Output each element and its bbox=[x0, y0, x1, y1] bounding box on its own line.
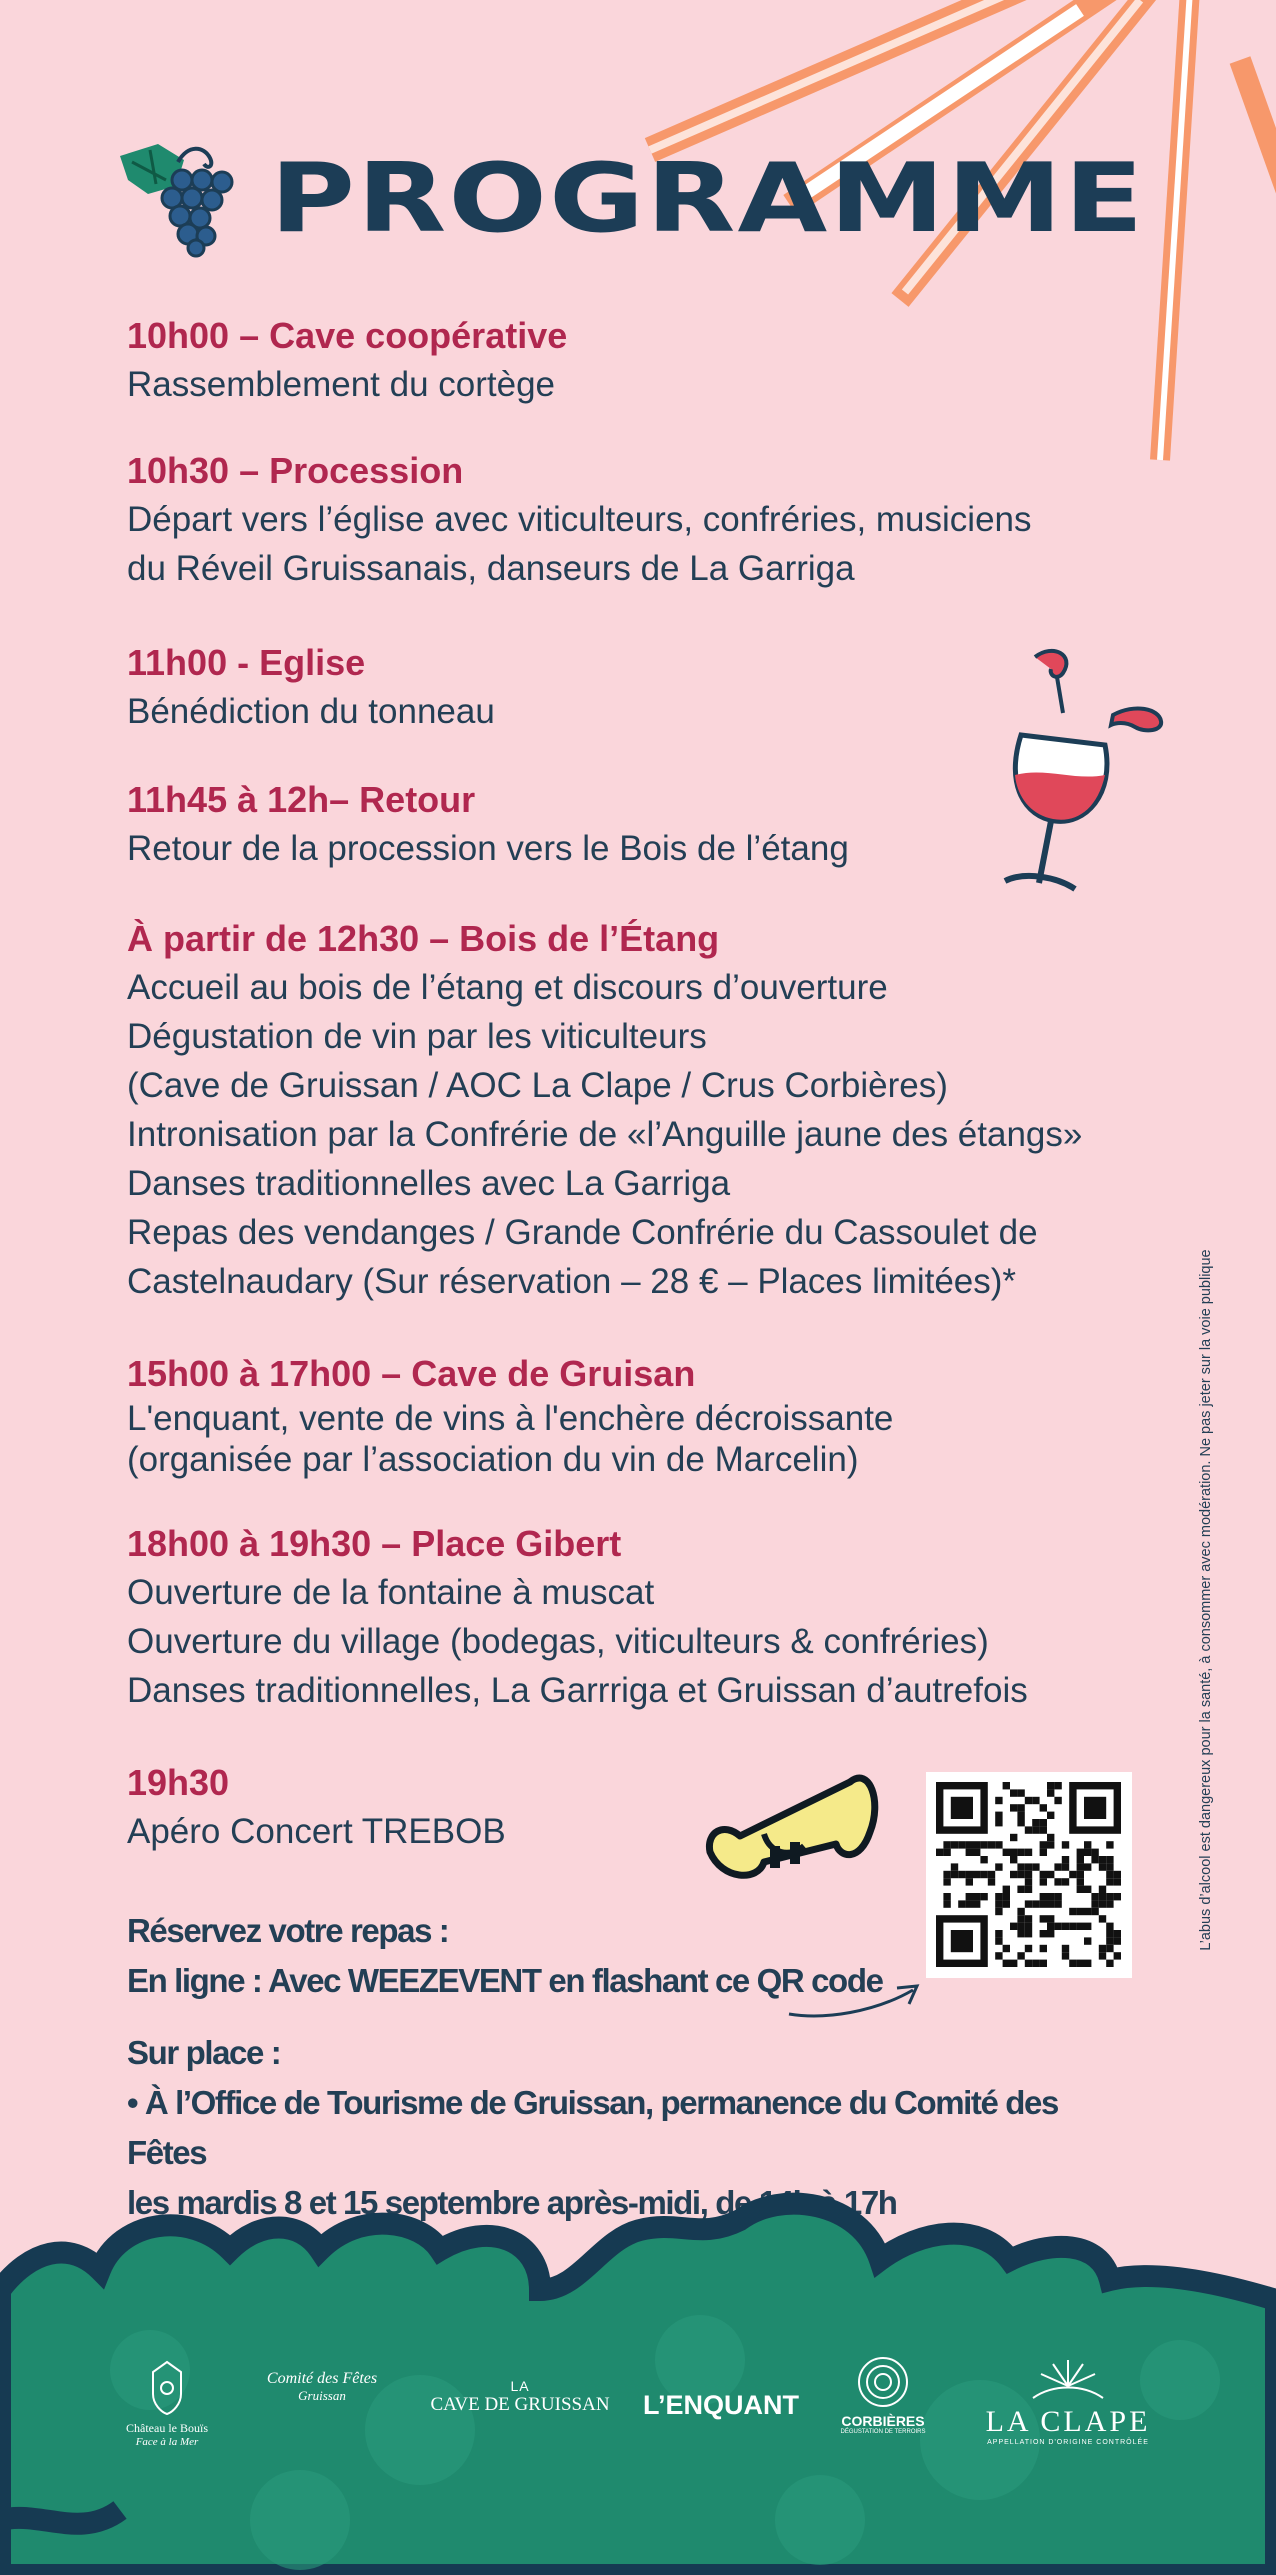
event-line: Intronisation par la Confrérie de «l’Anguille jaune des étangs» bbox=[127, 1115, 1083, 1154]
event-line: Accueil au bois de l’étang et discours d’ouverture bbox=[127, 968, 888, 1007]
event-line: Départ vers l’église avec viticulteurs, confréries, musiciens bbox=[127, 500, 1032, 539]
event-line: (organisée par l’association du vin de Marcelin) bbox=[127, 1440, 859, 1479]
event-line: Ouverture de la fontaine à muscat bbox=[127, 1573, 655, 1612]
arrow-icon bbox=[785, 1978, 925, 2024]
grapes-icon bbox=[118, 140, 246, 258]
sponsor-name: L’ENQUANT bbox=[642, 2390, 799, 2420]
event-time: 15h00 à 17h00 – Cave de Gruisan bbox=[127, 1353, 696, 1394]
sponsor-name: LA CLAPE bbox=[985, 2405, 1151, 2438]
event-line: Danses traditionnelles, La Garrriga et Gruissan d’autrefois bbox=[127, 1671, 1028, 1710]
event-line: Bénédiction du tonneau bbox=[127, 692, 495, 731]
event-time: 10h00 – Cave coopérative bbox=[127, 315, 568, 356]
sponsor-sub: Gruissan bbox=[298, 2388, 346, 2403]
sponsor-logo bbox=[252, 2370, 392, 2404]
event-time: À partir de 12h30 – Bois de l’Étang bbox=[127, 918, 720, 959]
sponsor-sub: Face à la Mer bbox=[135, 2436, 199, 2448]
sponsor-logo bbox=[112, 2360, 222, 2448]
page-title: PROGRAMME bbox=[270, 143, 1146, 254]
event-item bbox=[127, 1350, 1207, 1480]
corbieres-emblem-icon bbox=[851, 2352, 915, 2408]
sponsor-name: Château le Bouïs bbox=[126, 2421, 208, 2435]
sponsor-name: LA bbox=[510, 2378, 530, 2394]
trumpet-icon bbox=[700, 1762, 880, 1892]
qr-code-graphic bbox=[926, 1772, 1132, 1978]
event-line: Apéro Concert TREBOB bbox=[127, 1812, 506, 1851]
event-time: 19h30 bbox=[127, 1762, 230, 1803]
event-line: Rassemblement du cortège bbox=[127, 365, 555, 404]
disclaimer-text: L’abus d’alcool est dangereux pour la santé, à consommer avec modération. Ne pas jeter sur la voie publique bbox=[1198, 1249, 1214, 1951]
event-line: Dégustation de vin par les viticulteurs bbox=[127, 1017, 707, 1056]
wine-glass-icon bbox=[965, 645, 1175, 915]
event-time: 11h00 - Eglise bbox=[127, 642, 366, 683]
sponsor-name: Comité des Fêtes bbox=[266, 2370, 378, 2387]
event-time: 18h00 à 19h30 – Place Gibert bbox=[127, 1523, 622, 1564]
event-item bbox=[127, 915, 1207, 1306]
reservation-title: Réservez votre repas : bbox=[127, 1912, 449, 1949]
sponsor-sub: APPELLATION D'ORIGINE CONTRÔLÉE bbox=[987, 2439, 1149, 2446]
event-line: Ouverture du village (bodegas, viticulteurs & confréries) bbox=[127, 1622, 989, 1661]
crest-icon bbox=[147, 2360, 187, 2416]
sponsor-logo bbox=[430, 2378, 610, 2416]
sponsor-logo bbox=[628, 2390, 814, 2421]
event-line: (Cave de Gruissan / AOC La Clape / Crus Corbières) bbox=[127, 1066, 948, 1105]
event-line: Repas des vendanges / Grande Confrérie du Cassoulet de bbox=[127, 1213, 1038, 1252]
event-item bbox=[127, 312, 1207, 409]
onsite-title: Sur place : bbox=[127, 2034, 281, 2071]
event-line: Retour de la procession vers le Bois de l’étang bbox=[127, 829, 849, 868]
reservation-online: En ligne : Avec WEEZEVENT en flashant ce QR code bbox=[127, 1962, 883, 1999]
sponsor-sub: CAVE DE GRUISSAN bbox=[430, 2394, 610, 2415]
sponsor-sub: DÉGUSTATION DE TERROIRS bbox=[840, 2429, 926, 2435]
event-item bbox=[127, 447, 1207, 593]
sun-emblem-icon bbox=[1023, 2354, 1113, 2400]
programme-list bbox=[127, 312, 1207, 1856]
page-header bbox=[118, 140, 1145, 258]
event-line: du Réveil Gruissanais, danseurs de La Garriga bbox=[127, 549, 855, 588]
sponsor-name: CORBIÈRES bbox=[841, 2413, 925, 2429]
onsite-line: les mardis 8 et 15 septembre après-midi, de 14h à 17h bbox=[127, 2184, 897, 2221]
event-line: Danses traditionnelles avec La Garriga bbox=[127, 1164, 731, 1203]
qr-code-icon[interactable] bbox=[926, 1772, 1132, 1978]
sponsor-logo bbox=[968, 2354, 1168, 2446]
event-time: 11h45 à 12h– Retour bbox=[127, 779, 476, 820]
event-line: Castelnaudary (Sur réservation – 28 € – Places limitées)* bbox=[127, 1262, 1017, 1301]
onsite-line: • À l’Office de Tourisme de Gruissan, permanence du Comité des Fêtes bbox=[127, 2084, 1058, 2171]
sponsor-logos bbox=[0, 2350, 1276, 2470]
event-line: L'enquant, vente de vins à l'enchère décroissante bbox=[127, 1399, 894, 1438]
event-item bbox=[127, 1520, 1207, 1715]
disclaimer bbox=[1191, 1220, 1221, 1980]
event-time: 10h30 – Procession bbox=[127, 450, 464, 491]
sponsor-logo bbox=[828, 2352, 938, 2435]
